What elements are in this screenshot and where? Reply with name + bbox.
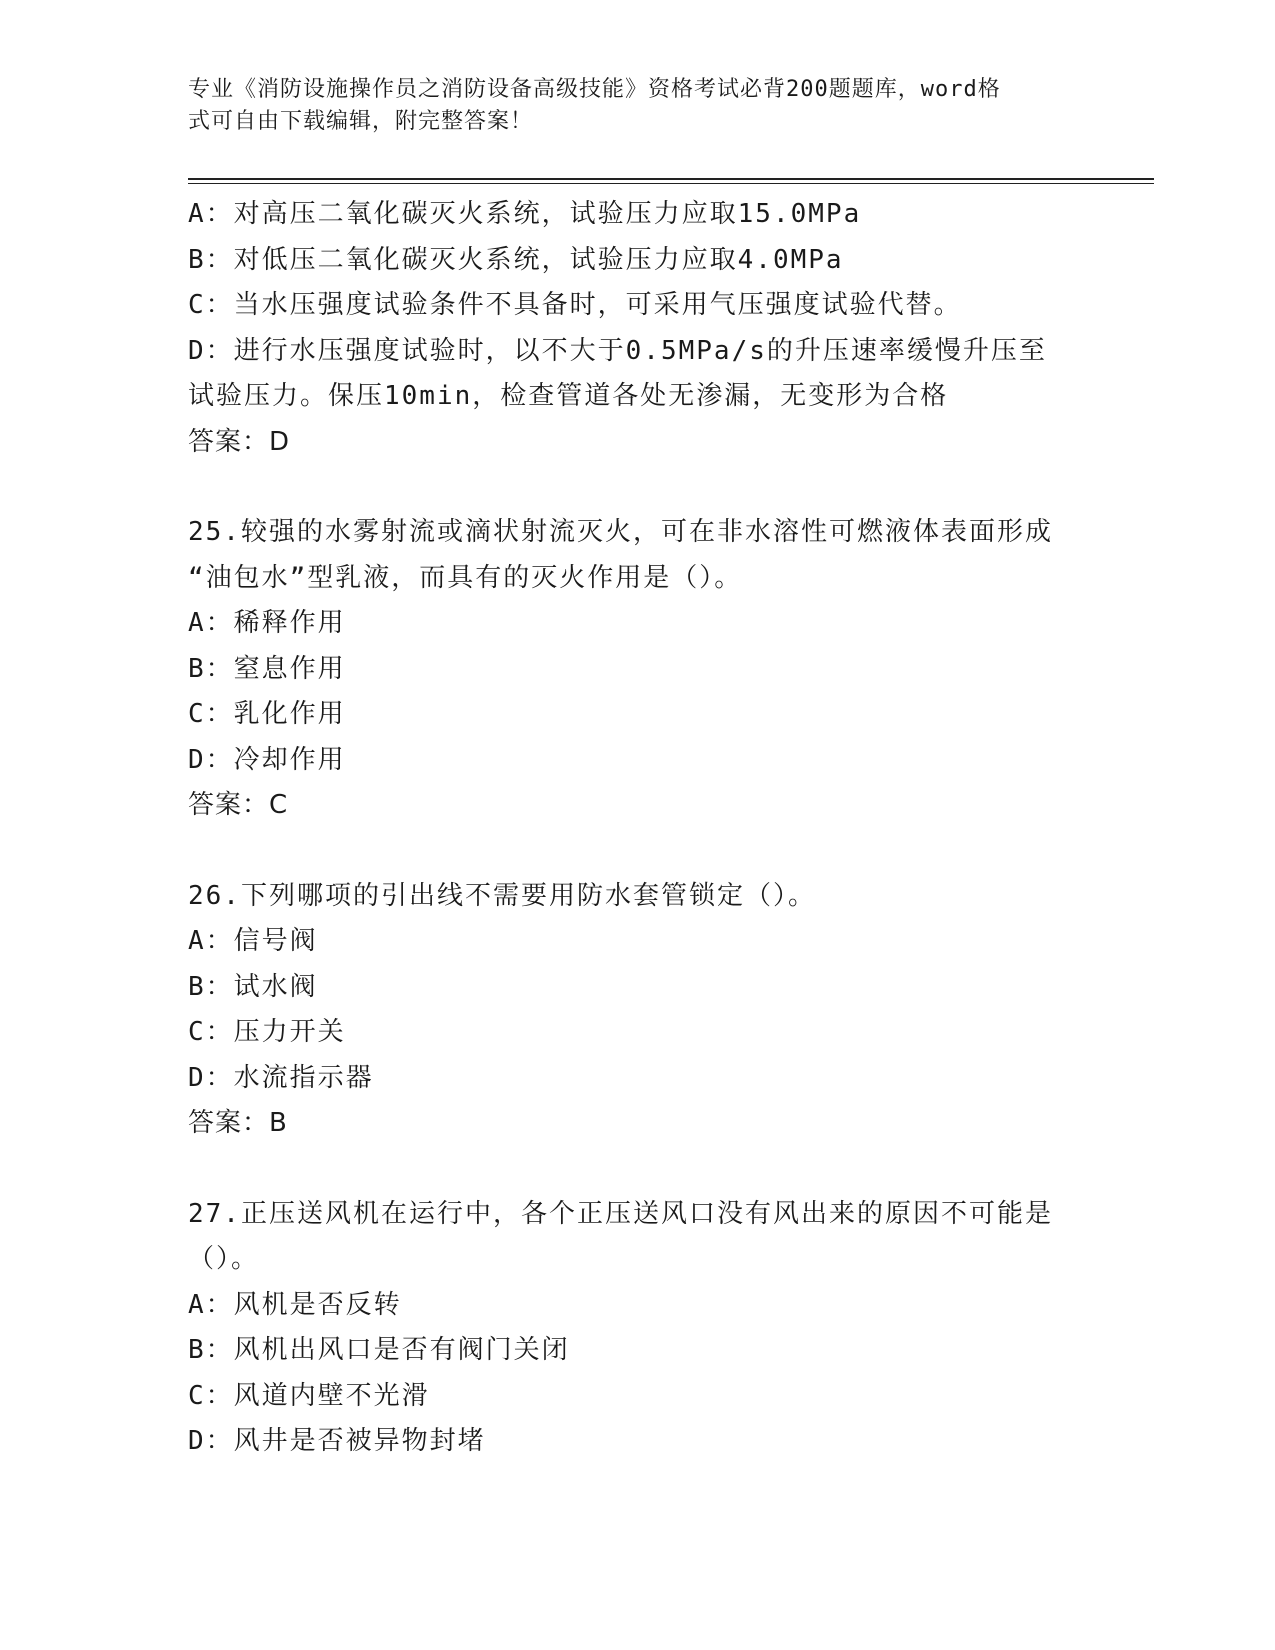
question-stem-continued: （）。: [188, 1244, 260, 1274]
question-stem: 25.较强的水雾射流或滴状射流灭火，可在非水溶性可燃液体表面形成: [188, 517, 1053, 547]
document-header: [188, 74, 1068, 138]
answer: 答案：B: [188, 1108, 288, 1138]
option-b: B：风机出风口是否有阀门关闭: [188, 1335, 570, 1365]
header-line-2: 式可自由下载编辑，附完整答案！: [188, 109, 534, 134]
option-c: C：当水压强度试验条件不具备时，可采用气压强度试验代替。: [188, 290, 962, 320]
question-26: [188, 874, 1088, 1147]
option-c: C：风道内壁不光滑: [188, 1380, 430, 1411]
question-stem: 27.正压送风机在运行中，各个正压送风口没有风出来的原因不可能是: [188, 1198, 1053, 1229]
answer: 答案：D: [188, 426, 291, 457]
question-24-continued: [188, 192, 1088, 465]
question-stem: 26.下列哪项的引出线不需要用防水套管锁定（）。: [188, 880, 816, 911]
option-a: A：稀释作用: [188, 608, 346, 638]
question-stem-continued: “油包水”型乳液，而具有的灭火作用是（）。: [188, 562, 743, 593]
header-line-1: 专业《消防设施操作员之消防设备高级技能》资格考试必背200题题库，word格: [188, 77, 1001, 102]
option-c: C：压力开关: [188, 1017, 346, 1047]
document-body: [188, 192, 1088, 1465]
option-a: A：信号阀: [188, 926, 318, 956]
option-d: D：风井是否被异物封堵: [188, 1426, 486, 1456]
option-d: D：水流指示器: [188, 1062, 374, 1093]
option-d-continued: 试验压力。保压10min，检查管道各处无渗漏，无变形为合格: [188, 381, 949, 411]
answer: 答案：C: [188, 790, 289, 820]
question-27: [188, 1192, 1088, 1465]
question-25: [188, 510, 1088, 829]
option-d: D：进行水压强度试验时，以不大于0.5MPa/s的升压速率缓慢升压至: [188, 335, 1047, 366]
option-b: B：对低压二氧化碳灭火系统，试验压力应取4.0MPa: [188, 244, 844, 275]
option-a: A：风机是否反转: [188, 1289, 402, 1320]
header-rule-thick: [188, 178, 1154, 180]
option-d: D：冷却作用: [188, 744, 346, 775]
header-rule-thin: [188, 183, 1154, 184]
option-c: C：乳化作用: [188, 699, 346, 729]
option-b: B：试水阀: [188, 971, 318, 1002]
option-a: A：对高压二氧化碳灭火系统，试验压力应取15.0MPa: [188, 199, 862, 229]
option-b: B：窒息作用: [188, 653, 346, 684]
